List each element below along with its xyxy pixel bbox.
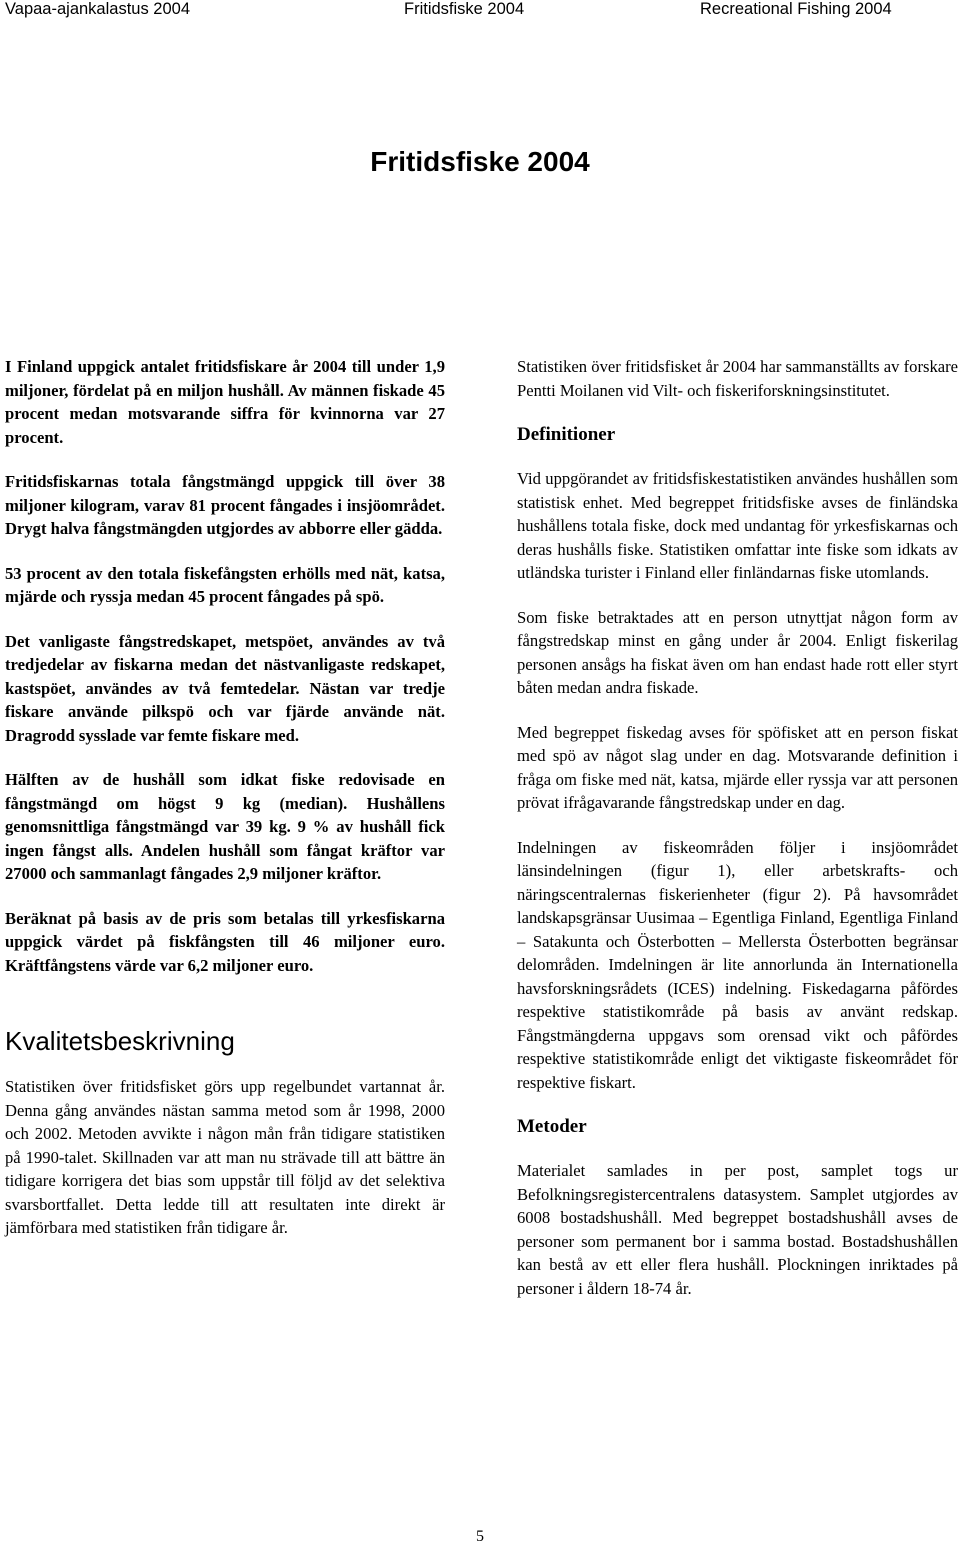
methods-paragraph: Materialet samlades in per post, samplet togs ur Befolkningsregistercentralens datasystem. Samplet utgjordes av 6008 bostadshushåll. Med begreppet bostadshushåll avses de personer som permanent bor i samma bostad. Bostadshushållen kan bestå av ett eller flera hushåll. Plockningen inriktades på personer i åldern 18-74 år. [517,1161,958,1298]
summary-paragraph: I Finland uppgick antalet fritidsfiskare år 2004 till under 1,9 miljoner, fördelat på en miljon hushåll. Av männen fiskade 45 procent medan motsvarande siffra för kvinnorna var 27 procent. [5,357,445,447]
header-right: Recreational Fishing 2004 [700,0,892,18]
right-column [517,355,958,1321]
definitions-paragraph: Vid uppgörandet av fritidsfiskestatistiken användes hushållen som statistisk enhet. Med begreppet fritidsfiske avses de finländska hushållens totala fiske, dock med undantag för yrkesfiskarnas och deras hushålls fiske. Statistiken omfattar inte fiske som idkats av utländska turister i Finland eller finländarnas fiske utomlands. [517,469,958,582]
header-left: Vapaa-ajankalastus 2004 [5,0,190,18]
summary-paragraph: Det vanligaste fångstredskapet, metspöet, användes av två tredjedelar av fiskarna medan det nästvanligaste redskapet, kastspöet, användes av två femtedelar. Nästan var tredje fiskare använde pilkspö och var fjärde använde nät. Dragrodd sysslade var femte fiskare med. [5,631,445,745]
definitions-paragraph: Indelningen av fiskeområden följer i insjöområdet länsindelningen (figur 1), eller arbetskrafts- och näringscentralernas fiskerienheter (figur 2). På havsområdet landskapsgränsar Uusimaa – Egentliga Finland, Egentliga Finland – Satakunta och Österbotten – Mellersta Österbotten begränsar delområden. Imdelningen är lite annorlunda än Internationella havsforskningsrådets (ICES) indelning. Fiskedagarna påfördes respektive statistikområde på basis av använt redskap. Fångstmängderna uppgavs som orensad vikt och påfördes respektive statistikområde enligt det viktigaste fiskeområdet för respektive fiskart. [517,837,958,1092]
definitions-heading: Definitioner [517,424,616,445]
summary-paragraph: Fritidsfiskarnas totala fångstmängd uppgick till över 38 miljoner kilogram, varav 81 procent fångades i insjöområdet. Drygt halva fångstmängden utgjordes av abborre eller gädda. [5,472,445,538]
summary-paragraph: Hälften av de hushåll som idkat fiske redovisade en fångstmängd om högst 9 kg (median). Hushållens genomsnittliga fångstmängd var 39 kg. 9 % av hushåll fick ingen fångst alls. Andelen hushåll som fångat kräftor var 27000 och sammanlagt fångades 2,9 miljoner kräftor. [5,770,445,883]
intro-paragraph: Statistiken över fritidsfisket år 2004 har sammanställts av forskare Pentti Moilanen vid Vilt- och fiskeriforskningsinstitutet. [517,357,958,400]
page-number: 5 [476,1528,484,1545]
header-center: Fritidsfiske 2004 [404,0,525,18]
running-header [0,0,960,30]
quality-paragraph: Statistiken över fritidsfisket görs upp regelbundet vartannat år. Denna gång användes nästan samma metod som år 1998, 2000 och 2002. Metoden avvikte i någon mån från tidigare statistiken på 1990-talet. Skillnaden var att man nu strävade till att bättre än tidigare korrigera det bias som uppstår till följd av det selektiva svarsbortfallet. Detta ledde till att resultaten inte direkt är jämförbara med statistiken från tidigare år. [5,1077,445,1237]
methods-heading: Metoder [517,1116,587,1137]
definitions-paragraph: Som fiske betraktades att en person utnyttjat någon form av fångstredskap minst en gång under år 2004. Enligt fiskerilag personen ansågs ha fiskat även om han endast hade rott eller styrt båten medan andra fiskade. [517,607,958,697]
summary-paragraph: Beräknat på basis av de pris som betalas till yrkesfiskarna uppgick värdet på fiskfångsten till 46 miljoner euro. Kräftfångstens värde var 6,2 miljoner euro. [5,908,445,975]
left-column [5,355,445,1261]
quality-heading: Kvalitetsbeskrivning [5,1026,235,1056]
page-title: Fritidsfiske 2004 [370,146,590,177]
definitions-paragraph: Med begreppet fiskedag avses för spöfisket att en person fiskat med spö av något slag under en dag. Motsvarande definition i fråga om fiske med nät, katsa, mjärde eller ryssja var att personen prövat ifrågavarande fångstredskap under en dag. [517,722,958,812]
summary-paragraph: 53 procent av den totala fiskefångsten erhölls med nät, katsa, mjärde och ryssja medan 45 procent fångades på spö. [5,563,445,606]
